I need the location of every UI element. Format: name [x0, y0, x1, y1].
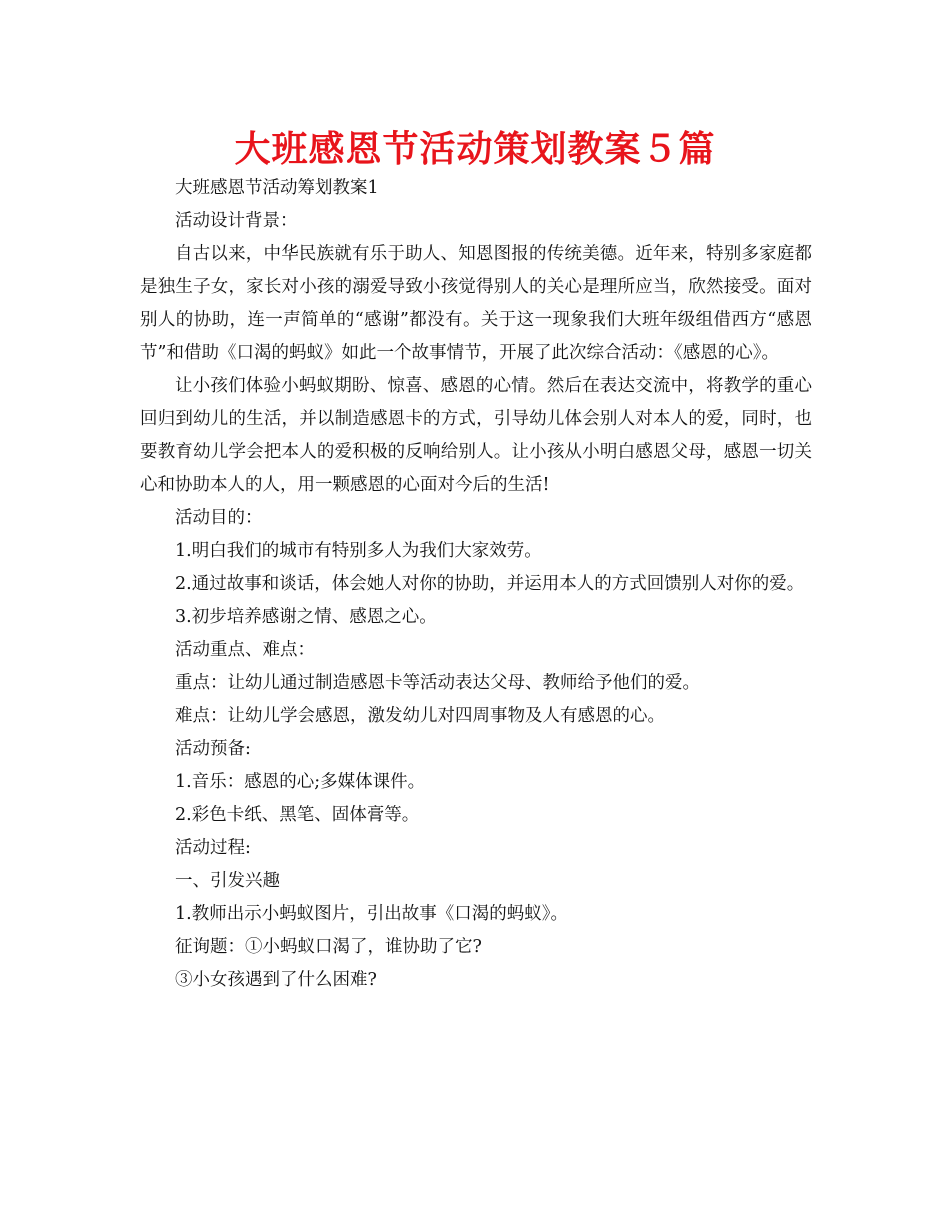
paragraph: 自古以来，中华民族就有乐于助人、知恩图报的传统美德。近年来，特别多家庭都是独生子女，家长对小孩的溺爱导致小孩觉得别人的关心是理所应当，欣然接受。面对别人的协助，连一声简单的“感谢”都没有。关于这一现象我们大班年级组借西方“感恩节”和借助《口渴的蚂蚁》如此一个故事情节，开展了此次综合活动：《感恩的心》。 — [140, 244, 812, 363]
list-item: 1.教师出示小蚂蚁图片，引出故事《口渴的蚂蚁》。 — [175, 904, 568, 924]
list-item: 3.初步培养感谢之情、感恩之心。 — [175, 607, 437, 627]
step-heading: 一、引发兴趣 — [175, 871, 280, 891]
question-item: 征询题：①小蚂蚁口渴了，谁协助了它? — [175, 937, 482, 957]
paragraph: 重点：让幼儿通过制造感恩卡等活动表达父母、教师给予他们的爱。 — [175, 673, 700, 693]
subsection-heading: 活动过程: — [175, 838, 251, 858]
list-item: 1.明白我们的城市有特别多人为我们大家效劳。 — [175, 541, 542, 561]
paragraph: 难点：让幼儿学会感恩，激发幼儿对四周事物及人有感恩的心。 — [175, 706, 665, 726]
question-item: ③小女孩遇到了什么困难? — [175, 970, 377, 990]
list-item: 1.音乐：感恩的心;多媒体课件。 — [175, 772, 426, 792]
subsection-heading: 活动预备: — [175, 739, 251, 759]
paragraph: 让小孩们体验小蚂蚁期盼、惊喜、感恩的心情。然后在表达交流中，将教学的重心回归到幼儿的生活，并以制造感恩卡的方式，引导幼儿体会别人对本人的爱，同时，也要教育幼儿学会把本人的爱积极的反响给别人。让小孩从小明白感恩父母，感恩一切关心和协助本人的人，用一颗感恩的心面对今后的生活! — [140, 376, 812, 495]
subsection-heading: 活动设计背景： — [175, 211, 298, 231]
subsection-heading: 活动重点、难点： — [175, 640, 315, 660]
document-title: 大班感恩节活动策划教案５篇 — [234, 129, 716, 170]
section-heading: 大班感恩节活动筹划教案1 — [175, 178, 379, 198]
subsection-heading: 活动目的： — [175, 508, 263, 528]
list-item: 2.通过故事和谈话，体会她人对你的协助，并运用本人的方式回馈别人对你的爱。 — [175, 574, 805, 594]
document-body — [140, 172, 812, 997]
list-item: 2.彩色卡纸、黑笔、固体膏等。 — [175, 805, 420, 825]
